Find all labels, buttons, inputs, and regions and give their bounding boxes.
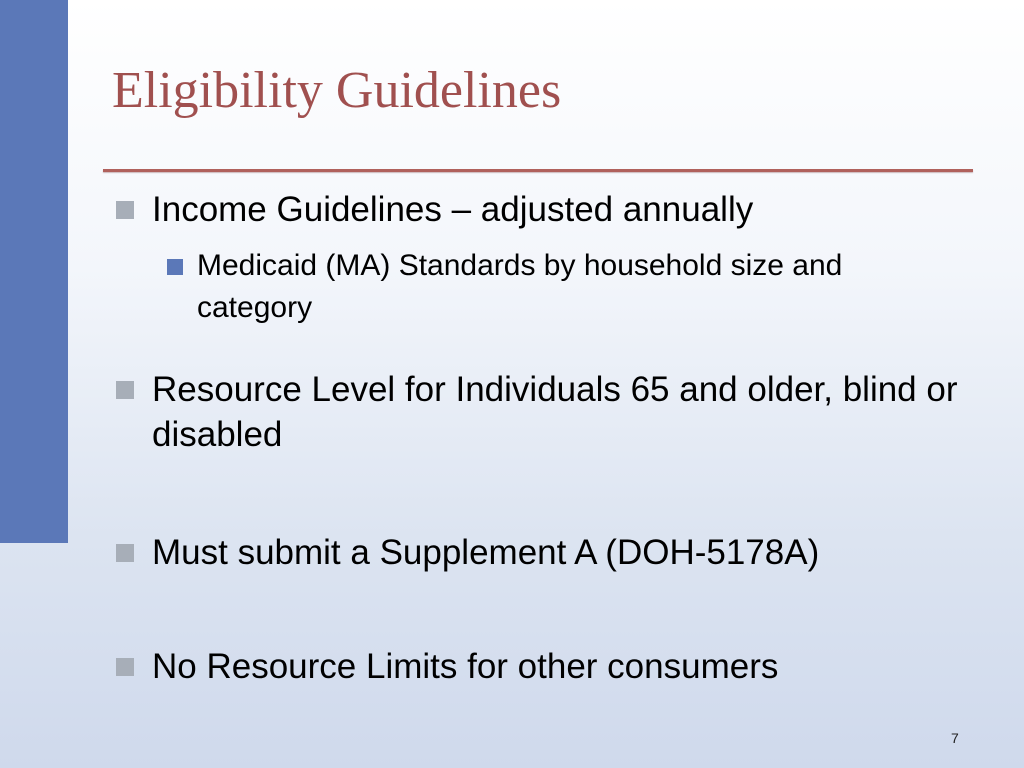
square-bullet-icon [116, 544, 134, 562]
bullet-text: Must submit a Supplement A (DOH-5178A) [152, 533, 820, 572]
left-accent-bar [0, 0, 68, 543]
bullet-resource-level [152, 367, 962, 457]
bullet-text: No Resource Limits for other consumers [152, 647, 779, 686]
page-number: 7 [951, 730, 959, 746]
square-bullet-icon [116, 201, 134, 219]
bullet-no-resource-limits [152, 644, 962, 689]
bullet-income-guidelines [152, 187, 962, 232]
bullet-text: Income Guidelines – adjusted annually [152, 190, 754, 229]
bullet-text: Resource Level for Individuals 65 and older, blind or disabled [152, 370, 958, 454]
square-bullet-icon [116, 381, 134, 399]
title-divider [103, 169, 973, 172]
bullet-supplement-a [152, 530, 962, 575]
square-bullet-icon [167, 259, 183, 275]
sub-bullet-text: Medicaid (MA) Standards by household size and category [197, 249, 843, 324]
sub-bullet-medicaid-standards [197, 245, 957, 329]
slide-title: Eligibility Guidelines [112, 62, 562, 119]
square-bullet-icon [116, 658, 134, 676]
